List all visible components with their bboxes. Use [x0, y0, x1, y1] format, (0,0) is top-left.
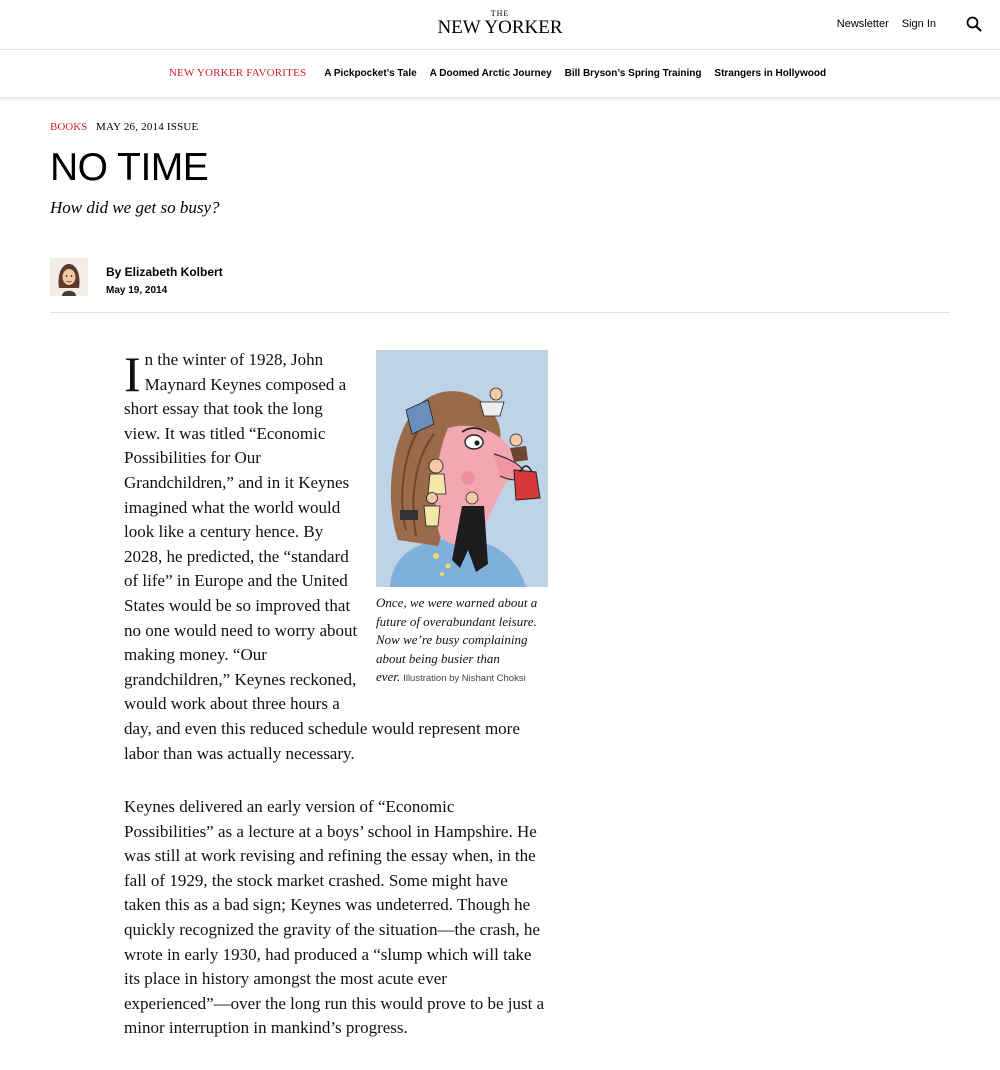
figure-caption	[376, 594, 548, 689]
page-title: NO TIME	[50, 146, 209, 189]
favorites-item[interactable]: Bill Bryson’s Spring Training	[564, 68, 702, 79]
byline-block	[50, 258, 950, 313]
sign-in-link[interactable]: Sign In	[901, 18, 936, 30]
section-link[interactable]: BOOKS	[50, 121, 88, 133]
header-actions	[824, 16, 982, 32]
favorites-nav	[0, 50, 1000, 97]
article-paragraph: Keynes delivered an early version of “Economic Possibilities” as a lecture at a boys’ school in Hampshire. He was still at work revising and refining the essay when, in the fall of 1929, the stock market crashed. Some might have taken this as a bad sign; Keynes was undeterred. Though he quickly recognized the gravity of the situation—the crash, he wrote in early 1930, had produced a “slump which will take its place in history amongst the most acute ever experienced”—over the long run this would prove to be just a minor interruption in mankind’s progress.	[124, 797, 545, 1038]
favorites-item[interactable]: Strangers in Hollywood	[714, 68, 827, 79]
drop-cap: I	[124, 346, 141, 402]
caption-text: Once, we were warned about a future of overabundant leisure. Now we’re busy complaining about being busier than ever.	[376, 595, 538, 685]
issue-date[interactable]: MAY 26, 2014 ISSUE	[96, 121, 199, 133]
favorites-item[interactable]: A Pickpocket’s Tale	[324, 68, 417, 79]
paragraph-text: n the winter of 1928, John Maynard Keynes composed a short essay that took the long view. It was titled “Economic Possibilities for Our Grandchildren,” and in it Keynes imagined what the world would look like a century hence. By 2028, he predicted, the “standard of life” in Europe and the United States would be so improved that no one would need to worry about making money. “Our grandchildren,” Keynes reckoned, would work about three hours a day, and even this reduced schedule would represent more labor than was actually necessary.	[124, 350, 520, 763]
article-figure	[376, 350, 568, 689]
article-rubric	[50, 121, 198, 133]
search-icon[interactable]	[966, 16, 982, 32]
illustration-image[interactable]	[376, 350, 548, 587]
logo-the: THE	[490, 9, 510, 18]
newsletter-link[interactable]: Newsletter	[836, 18, 889, 30]
illustration-credit: Illustration by Nishant Choksi	[403, 673, 526, 685]
favorites-heading[interactable]: NEW YORKER FAVORITES	[168, 67, 307, 79]
author-portrait-icon	[50, 258, 88, 296]
favorites-item[interactable]: A Doomed Arctic Journey	[429, 68, 552, 79]
author-avatar[interactable]	[50, 258, 88, 296]
article-body	[124, 348, 548, 1070]
top-header	[0, 0, 1000, 50]
publish-date: May 19, 2014	[106, 285, 168, 296]
article-dek: How did we get so busy?	[50, 198, 220, 217]
logo-name: NEW YORKER	[437, 17, 563, 38]
author-byline[interactable]: By Elizabeth Kolbert	[106, 265, 223, 279]
